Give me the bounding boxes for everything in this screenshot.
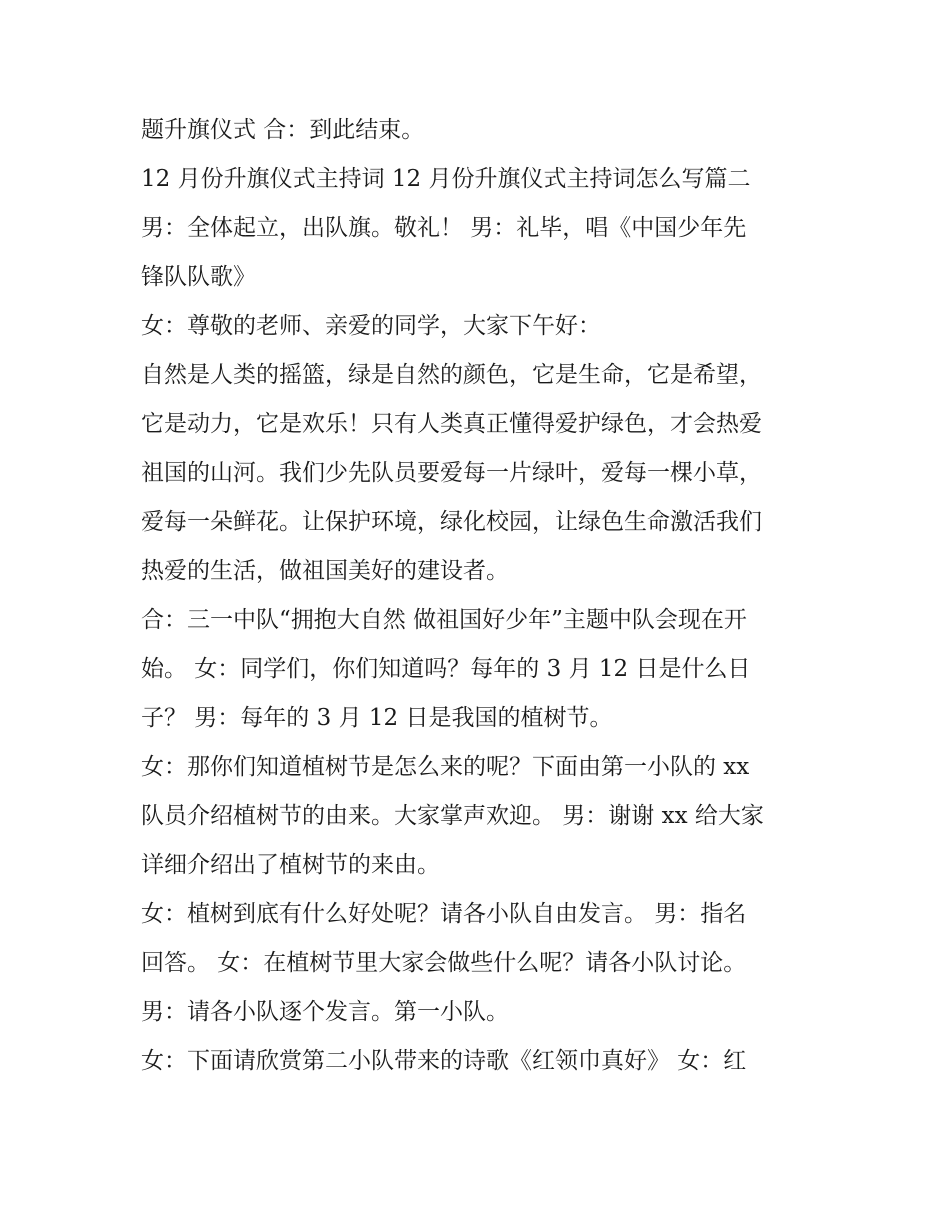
text-line: 子？ 男：每年的 3 月 12 日是我国的植树节。 bbox=[141, 705, 613, 731]
text-line: 队员介绍植树节的由来。大家掌声欢迎。 男：谢谢 xx 给大家 bbox=[141, 803, 764, 829]
text-line: 详细介绍出了植树节的来由。 bbox=[141, 852, 440, 878]
text-line: 爱每一朵鲜花。让保护环境，绿化校园，让绿色生命激活我们 bbox=[141, 509, 762, 535]
text-line: 合：三一中队“拥抱大自然 做祖国好少年”主题中队会现在开 bbox=[141, 607, 747, 633]
text-line: 女：植树到底有什么好处呢？请各小队自由发言。 男：指名 bbox=[141, 901, 747, 927]
text-line: 祖国的山河。我们少先队员要爱每一片绿叶，爱每一棵小草， bbox=[141, 460, 762, 486]
text-line: 男：请各小队逐个发言。第一小队。 bbox=[141, 999, 509, 1025]
text-line: 女：尊敬的老师、亲爱的同学，大家下午好： bbox=[141, 313, 601, 339]
document-body bbox=[141, 111, 821, 1080]
text-line: 题升旗仪式 合：到此结束。 bbox=[141, 117, 425, 143]
text-line: 锋队队歌》 bbox=[141, 264, 256, 290]
text-line: 始。 女：同学们，你们知道吗？每年的 3 月 12 日是什么日 bbox=[141, 656, 751, 682]
text-line: 自然是人类的摇篮，绿是自然的颜色，它是生命，它是希望， bbox=[141, 362, 762, 388]
text-line: 它是动力，它是欢乐！只有人类真正懂得爱护绿色，才会热爱 bbox=[141, 411, 762, 437]
text-line: 12 月份升旗仪式主持词 12 月份升旗仪式主持词怎么写篇二 bbox=[141, 166, 751, 192]
text-line: 男：全体起立，出队旗。敬礼！ 男：礼毕，唱《中国少年先 bbox=[141, 215, 747, 241]
text-line: 回答。 女：在植树节里大家会做些什么呢？请各小队讨论。 bbox=[141, 950, 747, 976]
text-line: 热爱的生活，做祖国美好的建设者。 bbox=[141, 558, 509, 584]
text-line: 女：下面请欣赏第二小队带来的诗歌《红领巾真好》 女：红 bbox=[141, 1048, 747, 1074]
text-line: 女：那你们知道植树节是怎么来的呢？下面由第一小队的 xx bbox=[141, 754, 750, 780]
